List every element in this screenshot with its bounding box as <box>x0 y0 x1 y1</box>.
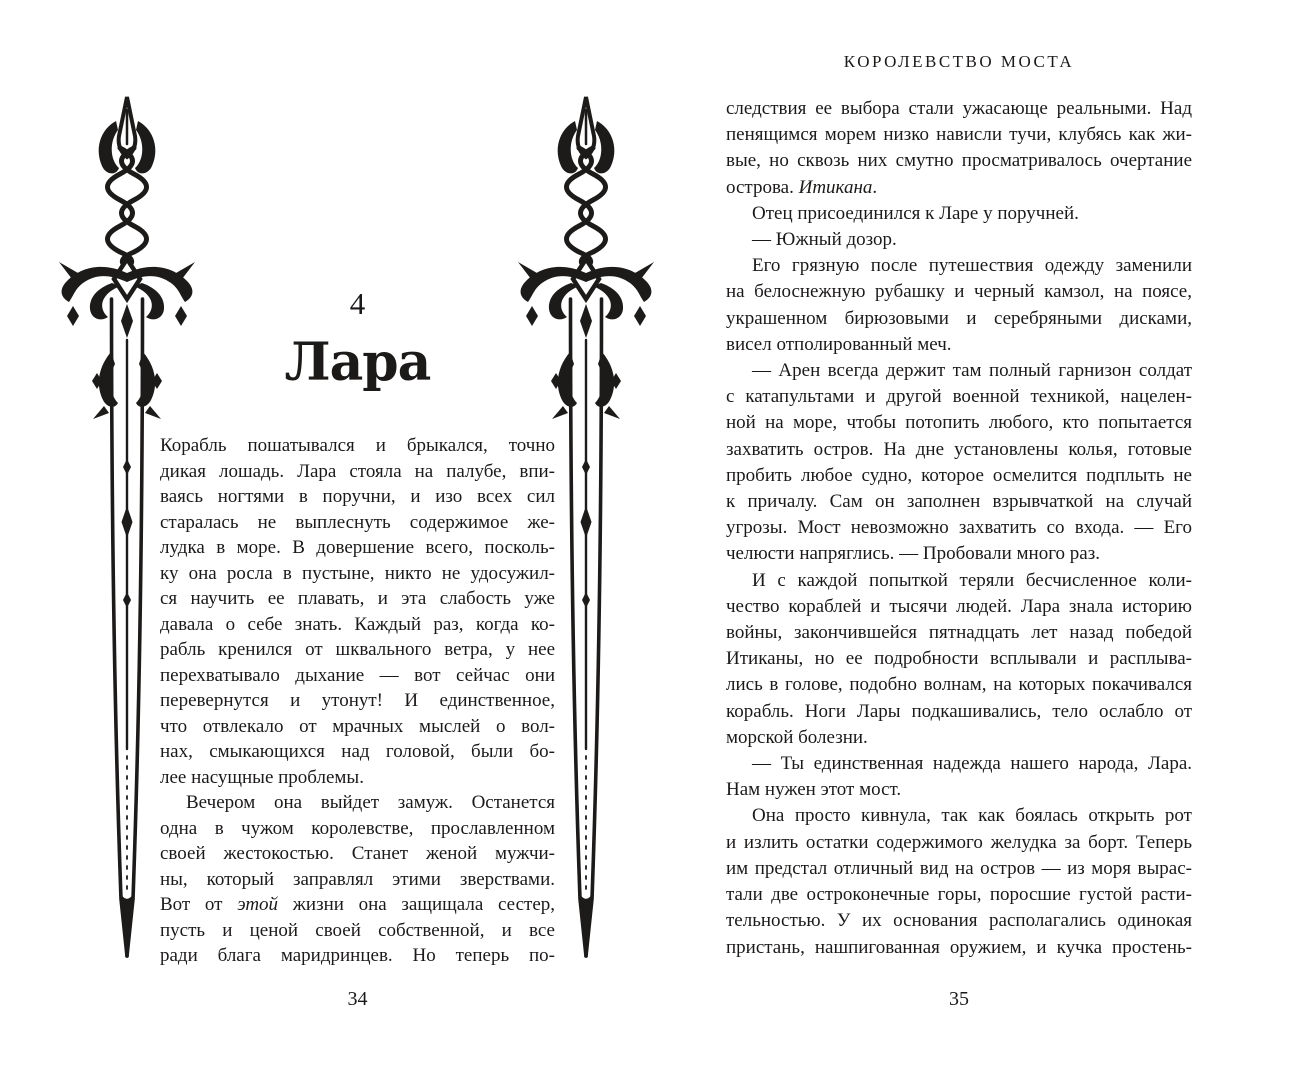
text-line: рабль кренился от шквального ветра, у нее <box>160 639 555 660</box>
text-line: Итиканы, но ее подробности всплывали и расплыва- <box>726 648 1192 670</box>
paragraph <box>726 751 1192 803</box>
text-line: ради блага маридринцев. Но теперь по- <box>160 945 555 966</box>
text-line: висел отполированный меч. <box>726 333 952 355</box>
paragraph <box>726 358 1192 568</box>
text-line: чество кораблей и тысячи людей. Лара знала историю <box>726 595 1192 617</box>
page-number-left: 34 <box>347 988 368 1010</box>
text-line: с катапультами и другой военной техникой, нацелен- <box>726 386 1192 408</box>
text-line: лудка в море. В довершение всего, посколь- <box>160 537 555 558</box>
text-line: Вот от этой жизни она защищала сестер, <box>160 894 555 915</box>
paragraph <box>726 253 1192 358</box>
text-line: ваясь ногтями в поручни, и изо всех сил <box>160 486 555 507</box>
text-line: Вечером она выйдет замуж. Останется <box>186 792 555 813</box>
paragraph <box>726 201 1192 227</box>
paragraph <box>726 568 1192 751</box>
text-line: старалась не выплеснуть содержимое же- <box>160 511 555 533</box>
text-line: и излить остатки содержимого желудка за борт. Теперь <box>726 831 1192 853</box>
text-line: пусть и ценой своей собственной, и все <box>160 919 555 941</box>
text-line: ку она росла в пустыне, никто не удосужил- <box>160 562 555 584</box>
text-line: И с каждой попыткой теряли бесчисленное коли- <box>752 569 1192 591</box>
text-line: корабль. Ноги Лары подкашивались, тело ослабло от <box>726 700 1192 722</box>
text-line: — Арен всегда держит там полный гарнизон солдат <box>752 360 1192 382</box>
text-line: угрозы. Мост невозможно захватить со входа. — Его <box>726 517 1192 539</box>
right-page-text <box>726 96 1192 961</box>
page-number-right: 35 <box>949 988 969 1010</box>
text-line: — Южный дозор. <box>752 229 897 251</box>
text-line: морской болезни. <box>726 726 868 748</box>
text-line: Его грязную после путешествия одежду заменили <box>752 255 1192 277</box>
paragraph <box>160 433 555 790</box>
text-line: тали две остроконечные горы, поросшие густой расти- <box>726 884 1192 906</box>
running-header: КОРОЛЕВСТВО МОСТА <box>843 52 1075 71</box>
text-line: Она просто кивнула, так как боялась открыть рот <box>752 805 1192 827</box>
chapter-number: 4 <box>349 286 366 321</box>
text-line: вые, но сквозь них смутно просматривалось очертание <box>726 150 1192 172</box>
text-line: Корабль пошатывался и брыкался, точно <box>160 435 555 456</box>
text-line: пробить любое судно, которое осмелится подплыть не <box>726 464 1192 486</box>
left-page-text <box>160 433 555 969</box>
text-line: пристань, нашпигованная оружием, и кучка простень- <box>726 936 1192 958</box>
text-line: на белоснежную рубашку и черный камзол, на поясе, <box>726 281 1192 303</box>
text-line: давала о себе знать. Каждый раз, когда ко- <box>160 613 555 635</box>
text-line: захватить остров. На дне установлены колья, готовые <box>726 438 1192 460</box>
text-line: перехватывало дыхание — вот сейчас они <box>160 664 555 686</box>
text-line: — Ты единственная надежда нашего народа, Лара. <box>752 753 1192 775</box>
text-line: лее насущные проблемы. <box>160 766 364 788</box>
paragraph <box>160 790 555 969</box>
paragraph <box>726 803 1192 960</box>
text-line: своей жестокостью. Станет женой мужчи- <box>160 843 555 864</box>
text-line: что отвлекало от мрачных мыслей о вол- <box>160 715 555 737</box>
text-line: челюсти напряглись. — Пробовали много раз. <box>726 543 1100 565</box>
chapter-title: Лара <box>284 332 431 393</box>
text-line: лись в голове, подобно волнам, на которых покачивался <box>726 674 1192 696</box>
paragraph <box>726 227 1192 253</box>
text-line: ся научить ее плавать, и эта слабость уже <box>160 588 555 609</box>
text-line: тельностью. У их основания располагались одинокая <box>726 910 1192 932</box>
text-line: украшенном бирюзовыми и серебряными дисками, <box>726 307 1192 329</box>
text-line: Отец присоединился к Ларе у поручней. <box>752 202 1079 224</box>
text-line: острова. Итикана. <box>726 176 878 198</box>
text-line: одна в чужом королевстве, прославленном <box>160 817 555 839</box>
text-line: Нам нужен этот мост. <box>726 779 902 801</box>
text-line: нах, смыкающихся над головой, были бо- <box>160 741 555 762</box>
text-line: перевернутся и утонут! И единственное, <box>160 690 555 711</box>
text-line: войны, закончившейся пятнадцать лет назад победой <box>726 622 1192 644</box>
text-line: дикая лошадь. Лара стояла на палубе, впи- <box>160 460 555 482</box>
text-line: следствия ее выбора стали ужасающе реальными. Над <box>726 98 1192 119</box>
text-line: ной на море, чтобы потопить любого, кто попытается <box>726 412 1192 434</box>
text-line: ны, который заправлял этими зверствами. <box>160 868 555 890</box>
text-line: им предстал отличный вид на остров — из моря вырас- <box>726 857 1192 879</box>
text-line: к причалу. Сам он заполнен взрывчаткой на случай <box>726 491 1192 513</box>
text-line: пенящимся морем низко нависли тучи, клубясь как жи- <box>726 124 1192 146</box>
paragraph <box>726 96 1192 201</box>
